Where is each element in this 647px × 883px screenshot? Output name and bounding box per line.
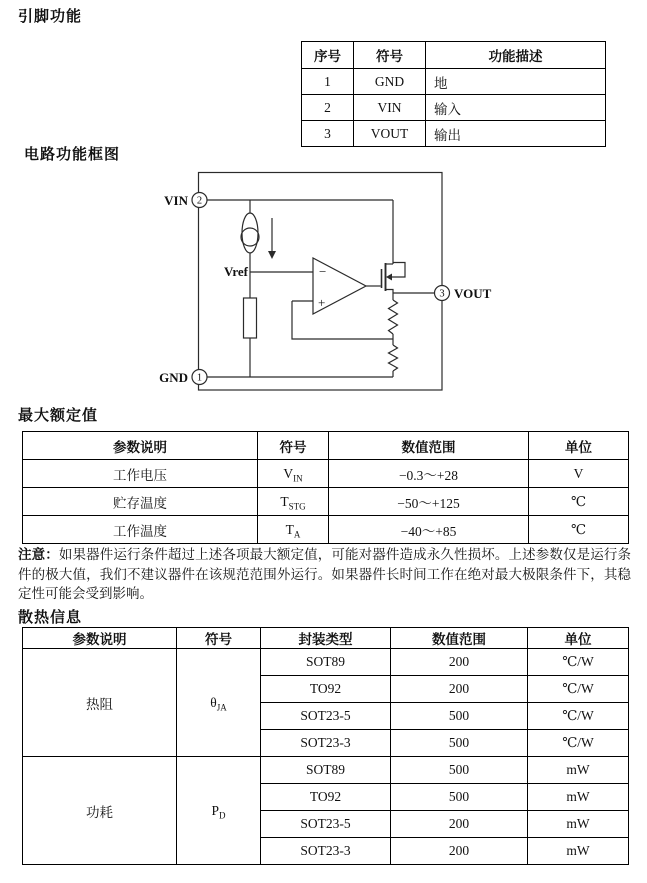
range-cell: −0.3～+28 <box>329 460 529 488</box>
vref-resistor-icon <box>244 298 257 338</box>
param-cell: 热阻 <box>23 649 177 757</box>
package-cell: TO92 <box>261 784 391 811</box>
range-cell: −50～+125 <box>329 488 529 516</box>
note-label: 注意： <box>18 547 59 562</box>
column-header-unit: 单位 <box>529 432 629 460</box>
unit-cell: ℃/W <box>528 703 629 730</box>
table-row <box>23 516 629 544</box>
package-cell: TO92 <box>261 676 391 703</box>
package-cell: SOT89 <box>261 757 391 784</box>
section-title-block-diagram: 电路功能框图 <box>24 146 121 163</box>
package-cell: SOT23-3 <box>261 730 391 757</box>
value-cell: 200 <box>391 676 528 703</box>
unit-cell: ℃/W <box>528 676 629 703</box>
symbol-cell: $T_{STG}$ <box>258 488 329 516</box>
table-row <box>23 488 629 516</box>
vout-label: VOUT <box>454 285 492 301</box>
value-cell: 200 <box>391 838 528 865</box>
package-cell: SOT23-5 <box>261 811 391 838</box>
vout-pin <box>435 286 492 301</box>
pin2-number: 2 <box>196 195 203 207</box>
symbol-cell: $T_A$ <box>258 516 329 544</box>
table-header-row <box>302 42 606 69</box>
table-row <box>23 649 629 676</box>
table-row <box>23 757 629 784</box>
column-header-symbol: 符号 <box>354 42 426 69</box>
opamp-icon <box>313 258 366 314</box>
opamp-minus-sign: − <box>319 264 327 279</box>
unit-cell: ℃/W <box>528 649 629 676</box>
value-cell: 500 <box>391 757 528 784</box>
pin3-number: 3 <box>439 288 445 300</box>
pin-number-cell: 1 <box>302 69 354 95</box>
note-text: 如果器件运行条件超过上述各项最大额定值，可能对器件造成永久性损坏。上述参数仅是运行条件的极大值，我们不建议器件在该规范范围外运行。如果器件长时间工作在绝对最大极限条件下，其稳定性可能会受到影响。 <box>18 547 631 601</box>
circuit-block-diagram <box>150 165 520 400</box>
pin1-number: 1 <box>196 372 203 384</box>
column-header-index: 序号 <box>302 42 354 69</box>
table-row <box>302 69 606 95</box>
max-ratings-table <box>22 431 629 544</box>
unit-cell: mW <box>528 757 629 784</box>
column-header-range: 数值范围 <box>391 628 528 649</box>
table-row <box>302 95 606 121</box>
vin-label: VIN <box>164 192 188 208</box>
gnd-pin <box>159 370 207 385</box>
unit-cell: mW <box>528 784 629 811</box>
column-header-param: 参数说明 <box>23 432 258 460</box>
unit-cell: mW <box>528 811 629 838</box>
pin-description-cell: 输出 <box>426 121 606 147</box>
section-title-pin-function: 引脚功能 <box>18 8 83 25</box>
unit-cell: V <box>529 460 629 488</box>
pin-symbol-cell: VOUT <box>354 121 426 147</box>
table-row <box>302 121 606 147</box>
package-cell: SOT23-3 <box>261 838 391 865</box>
symbol-cell: $\theta_{JA}$ <box>177 649 261 757</box>
param-cell: 功耗 <box>23 757 177 865</box>
unit-cell: ℃/W <box>528 730 629 757</box>
section-title-thermal: 散热信息 <box>18 609 83 626</box>
column-header-range: 数值范围 <box>329 432 529 460</box>
pmos-icon <box>382 263 406 294</box>
range-cell: −40～+85 <box>329 516 529 544</box>
unit-cell: mW <box>528 838 629 865</box>
pin-number-cell: 2 <box>302 95 354 121</box>
current-arrow-icon <box>268 251 276 259</box>
value-cell: 200 <box>391 811 528 838</box>
column-header-package: 封装类型 <box>261 628 391 649</box>
column-header-symbol: 符号 <box>258 432 329 460</box>
table-header-row <box>23 628 629 649</box>
column-header-param: 参数说明 <box>23 628 177 649</box>
table-header-row <box>23 432 629 460</box>
unit-cell: ℃ <box>529 516 629 544</box>
param-cell: 工作温度 <box>23 516 258 544</box>
vref-label: Vref <box>223 264 248 279</box>
vin-pin <box>164 193 207 208</box>
value-cell: 500 <box>391 784 528 811</box>
package-cell: SOT89 <box>261 649 391 676</box>
table-row <box>23 460 629 488</box>
pin-description-cell: 地 <box>426 69 606 95</box>
pin-number-cell: 3 <box>302 121 354 147</box>
section-title-max-ratings: 最大额定值 <box>18 407 99 424</box>
current-source-icon <box>241 213 276 259</box>
param-cell: 贮存温度 <box>23 488 258 516</box>
gnd-label: GND <box>159 369 188 385</box>
note-paragraph <box>18 545 631 604</box>
param-cell: 工作电压 <box>23 460 258 488</box>
value-cell: 500 <box>391 730 528 757</box>
opamp-plus-sign: + <box>318 295 326 310</box>
symbol-cell: $P_D$ <box>177 757 261 865</box>
value-cell: 500 <box>391 703 528 730</box>
column-header-unit: 单位 <box>528 628 629 649</box>
pin-description-cell: 输入 <box>426 95 606 121</box>
thermal-info-table <box>22 627 629 865</box>
pin-symbol-cell: GND <box>354 69 426 95</box>
column-header-symbol: 符号 <box>177 628 261 649</box>
symbol-cell: $V_{IN}$ <box>258 460 329 488</box>
unit-cell: ℃ <box>529 488 629 516</box>
pin-symbol-cell: VIN <box>354 95 426 121</box>
package-cell: SOT23-5 <box>261 703 391 730</box>
value-cell: 200 <box>391 649 528 676</box>
column-header-description: 功能描述 <box>426 42 606 69</box>
pin-function-table <box>301 41 606 147</box>
